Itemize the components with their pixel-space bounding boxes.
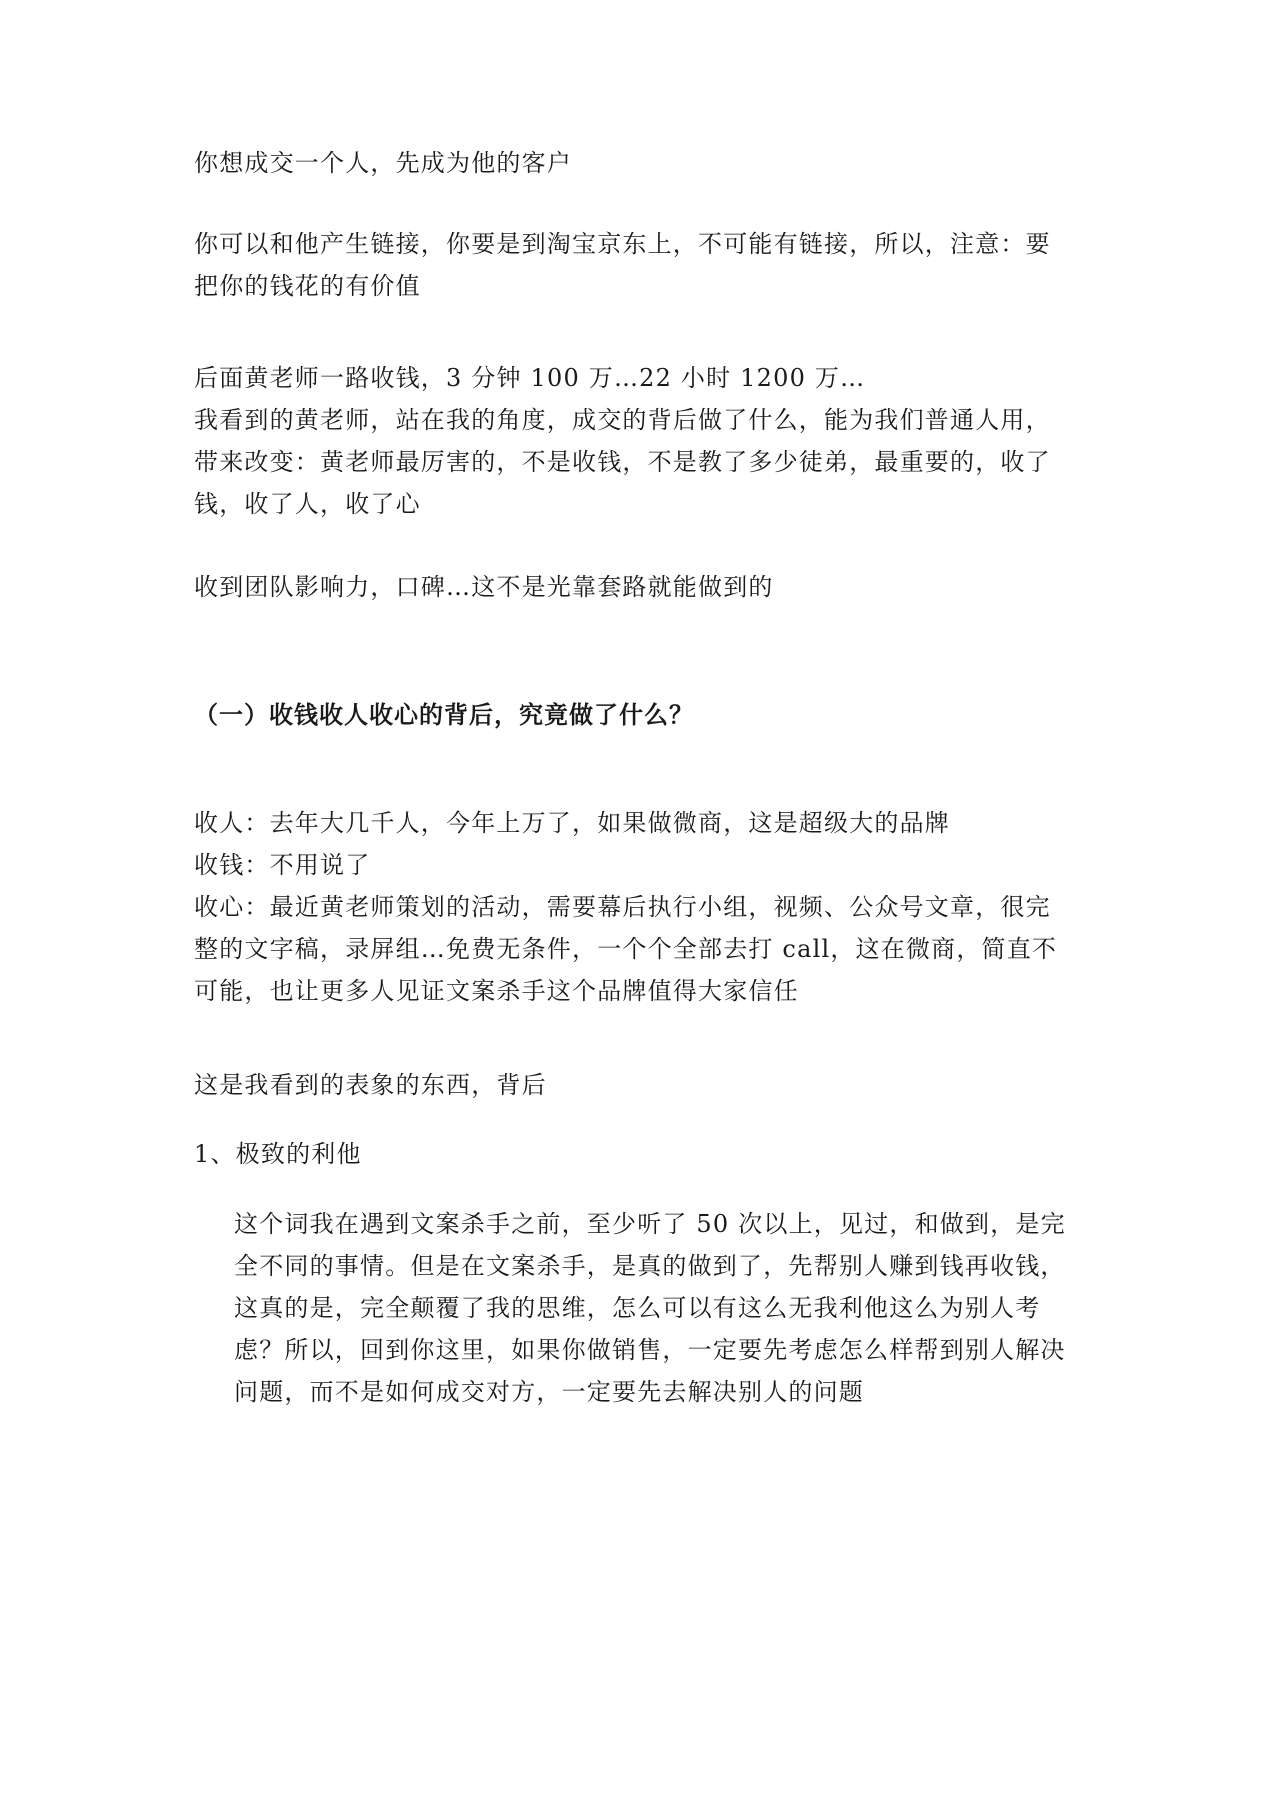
paragraph-three-collections (194, 802, 1084, 1012)
text-line: 这是我看到的表象的东西，背后 (194, 1071, 547, 1099)
text-line: 你可以和他产生链接，你要是到淘宝京东上，不可能有链接，所以，注意：要 (194, 230, 1051, 258)
text-line: 把你的钱花的有价值 (194, 272, 421, 300)
paragraph-become-customer (194, 142, 1084, 184)
text-line: 1、极致的利他 (194, 1140, 362, 1168)
text-line: 虑？所以，回到你这里，如果你做销售，一定要先考虑怎么样帮到别人解决 (234, 1336, 1066, 1364)
text-line: 我看到的黄老师，站在我的角度，成交的背后做了什么，能为我们普通人用， (194, 406, 1051, 434)
text-line: 钱，收了人，收了心 (194, 490, 421, 518)
text-line: 你想成交一个人，先成为他的客户 (194, 149, 572, 177)
text-line: 带来改变：黄老师最厉害的，不是收钱，不是教了多少徒弟，最重要的，收了 (194, 448, 1051, 476)
text-line: 收人：去年大几千人，今年上万了，如果做微商，这是超级大的品牌 (194, 809, 950, 837)
text-line: 收到团队影响力，口碑…这不是光靠套路就能做到的 (194, 573, 774, 601)
text-line: 可能，也让更多人见证文案杀手这个品牌值得大家信任 (194, 977, 799, 1005)
text-line: 这个词我在遇到文案杀手之前，至少听了 50 次以上，见过，和做到，是完 (234, 1210, 1066, 1238)
paragraph-altruism-detail (234, 1203, 1084, 1413)
text-line: 整的文字稿，录屏组…免费无条件，一个个全部去打 call，这在微商，简直不 (194, 935, 1058, 963)
text-line: 收心：最近黄老师策划的活动，需要幕后执行小组，视频、公众号文章，很完 (194, 893, 1051, 921)
text-line: 全不同的事情。但是在文案杀手，是真的做到了，先帮别人赚到钱再收钱， (234, 1252, 1066, 1280)
paragraph-teacher-huang (194, 357, 1084, 525)
paragraph-surface (194, 1064, 1084, 1106)
text-line: 这真的是，完全颠覆了我的思维，怎么可以有这么无我利他这么为别人考 (234, 1294, 1041, 1322)
list-item-extreme-altruism (194, 1133, 1084, 1175)
paragraph-team-influence (194, 566, 1084, 608)
text-line: 问题，而不是如何成交对方，一定要先去解决别人的问题 (234, 1378, 864, 1406)
section-heading (194, 694, 1084, 736)
text-line: 后面黄老师一路收钱，3 分钟 100 万…22 小时 1200 万… (194, 364, 866, 392)
paragraph-link (194, 223, 1084, 307)
text-line: 收钱：不用说了 (194, 851, 371, 879)
heading-text: （一）收钱收人收心的背后，究竟做了什么？ (194, 701, 694, 729)
